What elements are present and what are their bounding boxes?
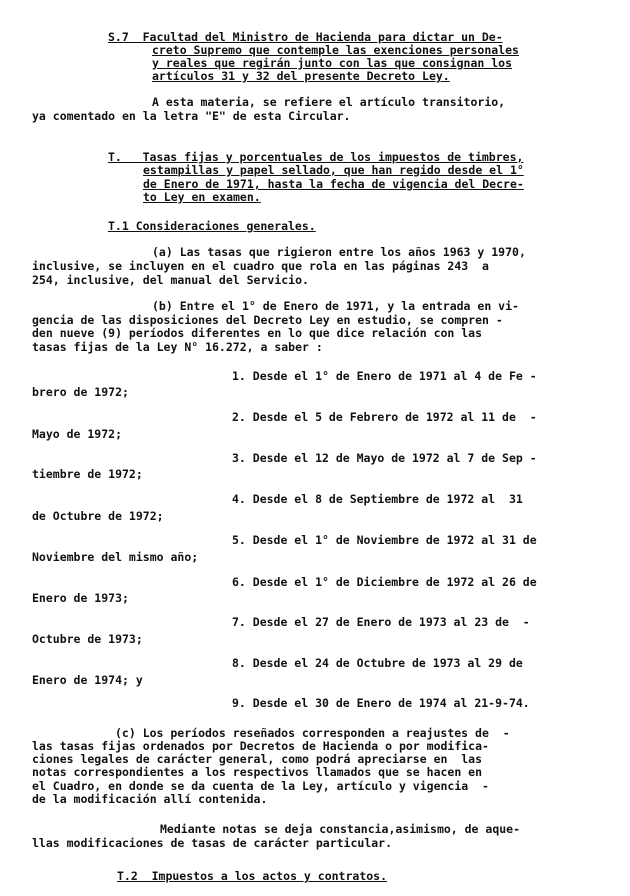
section-t-title-line-2: estampillas y papel sellado, que han regido desde el 1°: [143, 163, 524, 177]
paragraph-a-line-1: (a) Las tasas que rigieron entre los años 1963 y 1970,: [152, 245, 526, 259]
period-item-2-line-1: 2. Desde el 5 de Febrero de 1972 al 11 de -: [232, 410, 537, 424]
paragraph-c-line-6: de la modificación allí contenida.: [32, 792, 268, 806]
period-item-3-line-2: tiembre de 1972;: [32, 467, 143, 481]
period-item-4-line-2: de Octubre de 1972;: [32, 509, 164, 523]
period-item-8-line-1: 8. Desde el 24 de Octubre de 1973 al 29 de: [232, 656, 523, 670]
closing-paragraph-line-1: Mediante notas se deja constancia,asimismo, de aque-: [160, 822, 521, 836]
s7-paragraph-line-1: A esta materia, se refiere el artículo transitorio,: [152, 95, 506, 109]
period-item-1-line-1: 1. Desde el 1° de Enero de 1971 al 4 de Fe -: [232, 369, 537, 383]
period-item-1-line-2: brero de 1972;: [32, 385, 129, 399]
period-item-6-line-2: Enero de 1973;: [32, 591, 129, 605]
section-s7-title-line-1: S.7 Facultad del Ministro de Hacienda para dictar un De-: [108, 30, 503, 44]
period-item-5-line-2: Noviembre del mismo año;: [32, 550, 199, 564]
paragraph-c-line-1: (c) Los períodos reseñados corresponden a reajustes de -: [115, 726, 510, 740]
section-t-title-line-1: T. Tasas fijas y porcentuales de los impuestos de timbres,: [108, 150, 524, 164]
paragraph-c-line-3: ciones legales de carácter general, como podrá apreciarse en las: [32, 752, 483, 766]
paragraph-c-line-5: el Cuadro, en donde se da cuenta de la Ley, artículo y vigencia -: [32, 779, 489, 793]
paragraph-b-line-3: den nueve (9) períodos diferentes en lo que dice relación con las: [32, 326, 483, 340]
period-item-3-line-1: 3. Desde el 12 de Mayo de 1972 al 7 de Sep -: [232, 451, 537, 465]
paragraph-b-line-2: gencia de las disposiciones del Decreto Ley en estudio, se compren -: [32, 313, 503, 327]
period-item-7-line-2: Octubre de 1973;: [32, 632, 143, 646]
period-item-4-line-1: 4. Desde el 8 de Septiembre de 1972 al 31: [232, 492, 523, 506]
period-item-9-line-1: 9. Desde el 30 de Enero de 1974 al 21-9-74.: [232, 696, 530, 710]
closing-paragraph-line-2: llas modificaciones de tasas de carácter particular.: [32, 836, 393, 850]
section-s7-title-line-3: y reales que regirán junto con las que consignan los: [152, 56, 513, 70]
section-t2-heading: T.2 Impuestos a los actos y contratos.: [117, 869, 388, 883]
section-t1-heading: T.1 Consideraciones generales.: [108, 219, 316, 233]
section-t-title-line-3: de Enero de 1971, hasta la fecha de vigencia del Decre-: [143, 177, 524, 191]
period-item-6-line-1: 6. Desde el 1° de Diciembre de 1972 al 26 de: [232, 575, 537, 589]
paragraph-a-line-2: inclusive, se incluyen en el cuadro que rola en las páginas 243 a: [32, 259, 489, 273]
section-s7-title-line-4: artículos 31 y 32 del presente Decreto Ley.: [152, 69, 450, 83]
section-t-title-line-4: to Ley en examen.: [143, 190, 261, 204]
section-s7-title-line-2: creto Supremo que contemple las exenciones personales: [152, 43, 519, 57]
period-item-7-line-1: 7. Desde el 27 de Enero de 1973 al 23 de -: [232, 615, 530, 629]
period-item-8-line-2: Enero de 1974; y: [32, 673, 143, 687]
period-item-2-line-2: Mayo de 1972;: [32, 427, 123, 441]
paragraph-c-line-2: las tasas fijas ordenados por Decretos de Hacienda o por modifica-: [32, 739, 489, 753]
paragraph-c-line-4: notas correspondientes a los respectivos llamados que se hacen en: [32, 765, 483, 779]
paragraph-a-line-3: 254, inclusive, del manual del Servicio.: [32, 273, 309, 287]
paragraph-b-line-4: tasas fijas de la Ley N° 16.272, a saber :: [32, 340, 323, 354]
s7-paragraph-line-2: ya comentado en la letra "E" de esta Circular.: [32, 109, 351, 123]
paragraph-b-line-1: (b) Entre el 1° de Enero de 1971, y la entrada en vi-: [152, 299, 519, 313]
period-item-5-line-1: 5. Desde el 1° de Noviembre de 1972 al 31 de: [232, 533, 537, 547]
